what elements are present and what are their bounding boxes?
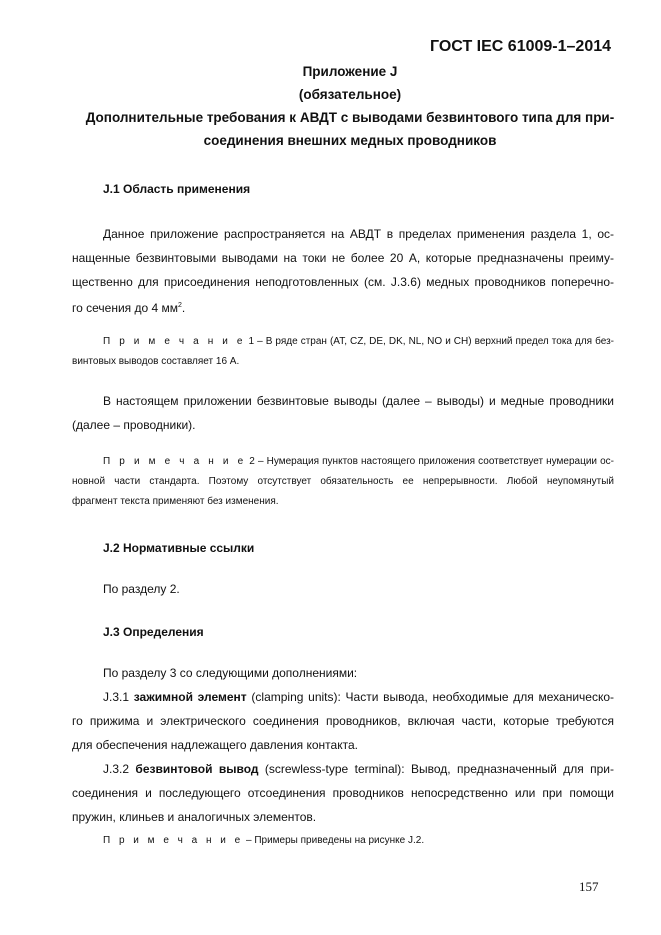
superscript: 2 — [178, 302, 182, 309]
note-text: 1 – В ряде стран (AT, CZ, DE, DK, NL, NO и CH) верхний предел тока для без- — [245, 336, 615, 347]
note-label: П р и м е ч а н и е — [103, 456, 247, 467]
note-text: 2 – Нумерация пунктов настоящего приложения соответствует нумерации ос- — [246, 456, 615, 467]
paragraph-line: Данное приложение распространяется на АВДТ в пределах применения раздела 1, ос- — [103, 227, 614, 241]
definition-text: (screwless-type terminal): Вывод, предназначенный для при- — [258, 762, 614, 776]
note-2 — [72, 452, 614, 512]
note-label: П р и м е ч а н и е — [103, 835, 244, 846]
paragraph-line: По разделу 2. — [103, 582, 180, 596]
section-j2-heading: J.2 Нормативные ссылки — [103, 541, 255, 555]
appendix-subtitle-line1: Дополнительные требования к АВДТ с выводами безвинтового типа для при- — [85, 110, 615, 125]
definition-term: зажимной элемент — [133, 690, 247, 704]
note-1 — [72, 332, 614, 372]
note-2-line1 — [72, 452, 614, 472]
paragraph-line: В настоящем приложении безвинтовые выводы (далее – выводы) и медные проводники — [103, 394, 614, 408]
note-text: – Примеры приведены на рисунке J.2. — [243, 835, 425, 846]
definition-j31-line1 — [72, 685, 614, 709]
period: . — [181, 301, 186, 315]
note-label: П р и м е ч а н и е — [103, 336, 246, 347]
appendix-title: Приложение J — [302, 64, 398, 79]
section-j2-text — [72, 577, 614, 601]
note-2-line2: новной части стандарта. Поэтому отсутствует обязательность ее непрерывности. Любой неупомянутый — [72, 476, 614, 487]
note-3 — [72, 831, 614, 851]
paragraph-text: го сечения до 4 мм — [72, 301, 179, 315]
definition-number: J.3.2 — [103, 762, 136, 776]
section-j3-definitions — [72, 661, 614, 829]
definition-term: безвинтовой вывод — [135, 762, 259, 776]
definitions-intro: По разделу 3 со следующими дополнениями: — [103, 666, 358, 680]
paragraph-line: нащенные безвинтовыми выводами на токи не более 20 А, которые предназначены преиму- — [72, 251, 614, 265]
definition-number: J.3.1 — [103, 690, 134, 704]
definition-j31-line2: го прижима и электрического соединения проводников, включая части, которые требуются — [72, 714, 614, 728]
definition-j32-line1 — [72, 757, 614, 781]
paragraph-line: (далее – проводники). — [72, 418, 196, 432]
section-j1-heading: J.1 Область применения — [103, 182, 251, 196]
note-1-line1 — [72, 332, 614, 352]
paragraph-line: щественно для присоединения неподготовленных (см. J.3.6) медных проводников поперечно- — [72, 275, 614, 289]
note-3-line1 — [72, 831, 614, 851]
definition-j32-line2: соединения и последующего отсоединения проводников непосредственно или при помощи — [72, 786, 614, 800]
paragraph-line-last — [72, 294, 614, 320]
appendix-subtitle-line2: соединения внешних медных проводников — [203, 133, 497, 148]
appendix-status: (обязательное) — [298, 87, 402, 102]
section-j3-heading: J.3 Определения — [103, 625, 204, 639]
page-number: 157 — [579, 879, 599, 894]
note-1-line2: винтовых выводов составляет 16 А. — [72, 356, 240, 367]
section-j1-paragraph-2 — [72, 389, 614, 437]
section-j1-paragraph — [72, 222, 614, 320]
document-id: ГОСТ IEC 61009-1–2014 — [430, 38, 612, 55]
definition-j31-line3: для обеспечения надлежащего давления контакта. — [72, 738, 358, 752]
definition-j32-line3: пружин, клиньев и аналогичных элементов. — [72, 810, 317, 824]
note-2-line3: фрагмент текста применяют без изменения. — [72, 496, 279, 507]
definition-text: (clamping units): Части вывода, необходимые для механическо- — [246, 690, 614, 704]
